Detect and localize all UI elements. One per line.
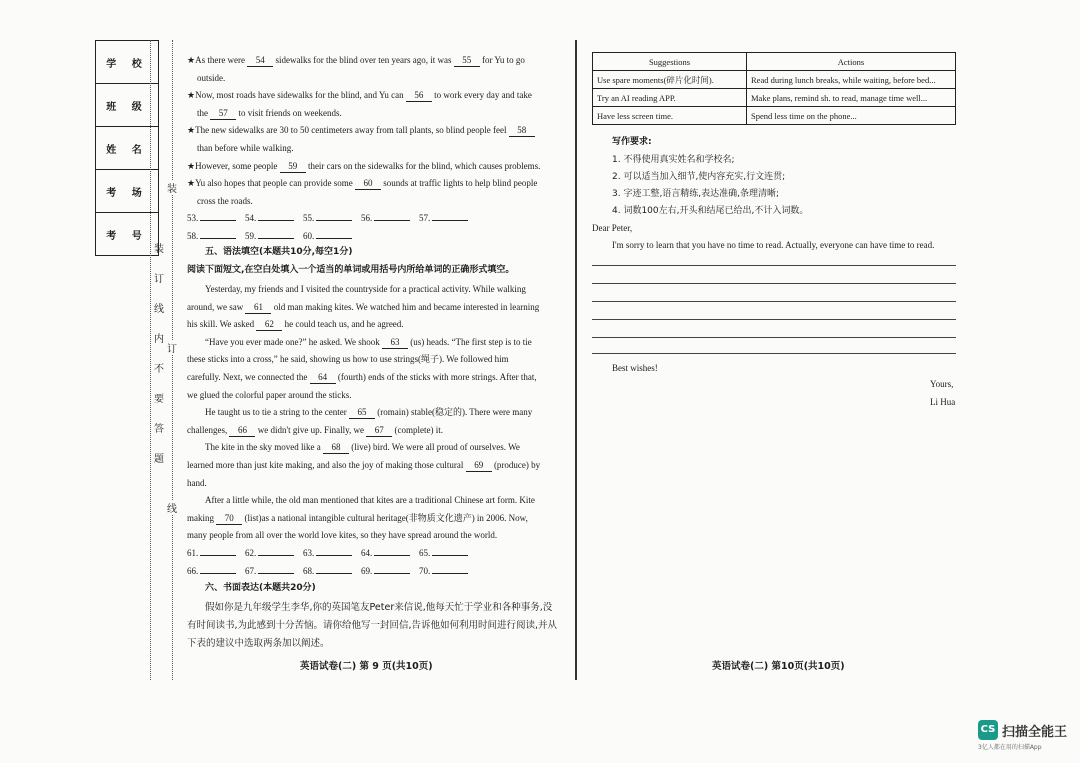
- suggestion-cell: Try an AI reading APP.: [593, 89, 747, 107]
- binding-char: 题: [154, 454, 164, 465]
- writing-line[interactable]: [592, 283, 956, 284]
- binding-char: 内: [154, 334, 164, 345]
- numbered-blank[interactable]: 66: [229, 424, 255, 437]
- text-line: [205, 283, 526, 295]
- writing-line[interactable]: [592, 301, 956, 302]
- answer-blank[interactable]: 57.: [419, 211, 477, 223]
- text-line: [187, 529, 497, 541]
- numbered-blank[interactable]: 63: [382, 336, 408, 349]
- line-text: challenges,: [187, 424, 230, 435]
- answer-blank[interactable]: 66.: [187, 564, 245, 576]
- text-line: [197, 195, 253, 207]
- binding-char: 要: [154, 394, 164, 405]
- text-line: [187, 177, 537, 190]
- line-text: The kite in the sky moved like a: [205, 442, 323, 453]
- camscanner-logo-icon: CS: [978, 720, 998, 740]
- answer-blank[interactable]: 59.: [245, 229, 303, 241]
- answer-blank[interactable]: 56.: [361, 211, 419, 223]
- numbered-blank[interactable]: 65: [349, 406, 375, 419]
- exam-number-field: 考 号: [96, 213, 159, 256]
- line-text: we glued the colorful paper around the sticks.: [187, 389, 352, 400]
- letter-opening: I'm sorry to learn that you have no time to read. Actually, everyone can have time to read.: [612, 240, 935, 250]
- page-10-footer: 英语试卷(二) 第10页(共10页): [712, 661, 845, 672]
- line-text: learned more than just kite making, and also the joy of making those cultural: [187, 460, 466, 470]
- line-text: sidewalks for the blind over ten years ago, it was: [273, 55, 454, 65]
- answer-blank[interactable]: 69.: [361, 564, 419, 576]
- suggestion-cell: Have less screen time.: [593, 107, 747, 125]
- line-text: their cars on the sidewalks for the blind, which causes problems.: [305, 160, 541, 171]
- numbered-blank[interactable]: 56: [406, 89, 432, 102]
- answer-blank[interactable]: 58.: [187, 229, 245, 241]
- text-line: [205, 441, 520, 454]
- answer-blank[interactable]: 63.: [303, 546, 361, 558]
- text-line: [187, 301, 539, 314]
- writing-line[interactable]: [592, 337, 956, 338]
- answer-blank[interactable]: 60.: [303, 229, 361, 241]
- answer-row-3: [187, 546, 477, 558]
- text-line: [187, 512, 528, 525]
- suggestions-header: Suggestions: [593, 53, 747, 71]
- line-text: ★Yu also hopes that people can provide some: [187, 178, 356, 189]
- requirement-item: 3. 字迹工整,语言精练,表达准确,条理清晰;: [612, 189, 780, 199]
- binding-char: 线: [154, 304, 164, 315]
- numbered-blank[interactable]: 59: [280, 160, 306, 173]
- numbered-blank[interactable]: 57: [210, 107, 236, 120]
- line-text: ★Now, most roads have sidewalks for the blind, and Yu can: [187, 90, 406, 101]
- actions-header: Actions: [747, 53, 956, 71]
- binding-mark: 装: [167, 180, 177, 195]
- text-line: [205, 406, 532, 419]
- line-text: (fourth) ends of the sticks with more strings. After that,: [335, 372, 537, 382]
- line-text: (complete) it.: [392, 424, 443, 435]
- line-text: (produce) by: [491, 460, 541, 470]
- scanner-watermark: [978, 720, 1067, 751]
- page-9-footer: 英语试卷(二) 第 9 页(共10页): [300, 661, 433, 672]
- line-text: many people from all over the world love kites, so they have spread around the world.: [187, 530, 498, 541]
- line-text: After a little while, the old man mentioned that kites are a traditional Chinese art form. Kite: [205, 495, 535, 506]
- binding-char: 装: [154, 244, 164, 255]
- answer-blank[interactable]: 54.: [245, 211, 303, 223]
- line-text: outside.: [197, 72, 226, 83]
- requirement-item: 1. 不得使用真实姓名和学校名;: [612, 155, 735, 165]
- text-line: [187, 459, 540, 472]
- line-text: “Have you ever made one?” he asked. We shook: [205, 336, 383, 347]
- line-text: (live) bird. We were all proud of ourselves. We: [348, 442, 520, 453]
- action-cell: Read during lunch breaks, while waiting, before bed...: [747, 71, 956, 89]
- answer-blank[interactable]: 67.: [245, 564, 303, 576]
- text-line: [187, 318, 404, 331]
- numbered-blank[interactable]: 68: [323, 441, 349, 454]
- line-text: for Yu to go: [479, 55, 525, 65]
- line-text: Yesterday, my friends and I visited the countryside for a practical activity. While walking: [205, 284, 526, 294]
- answer-blank[interactable]: 53.: [187, 211, 245, 223]
- writing-line[interactable]: [592, 353, 956, 354]
- line-text: cross the roads.: [197, 195, 253, 206]
- line-text: making: [187, 512, 217, 523]
- line-text: around, we saw: [187, 301, 246, 312]
- requirement-item: 4. 词数100左右,开头和结尾已给出,不计入词数。: [612, 206, 809, 216]
- writing-line[interactable]: [592, 265, 956, 266]
- numbered-blank[interactable]: 55: [454, 54, 480, 67]
- text-line: [187, 54, 525, 67]
- suggestion-cell: Use spare moments(碎片化时间).: [593, 71, 747, 89]
- binding-dotted-line: [150, 40, 151, 680]
- numbered-blank[interactable]: 67: [366, 424, 392, 437]
- answer-row-4: [187, 564, 477, 576]
- line-text: to work every day and take: [431, 90, 532, 101]
- binding-mark: 订: [167, 340, 177, 355]
- action-cell: Make plans, remind sh. to read, manage time well...: [747, 89, 956, 107]
- line-text: these sticks into a cross,” he said, showing us how to use strings(绳子). We followed him: [187, 354, 509, 365]
- text-line: [205, 336, 532, 349]
- binding-mark: 线: [167, 500, 177, 515]
- line-text: than before while walking.: [197, 143, 294, 153]
- letter-closing: Best wishes!: [612, 363, 658, 373]
- text-line: [187, 160, 540, 173]
- letter-sign-name: Li Hua: [930, 397, 956, 407]
- section6-text-line: 假如你是九年级学生李华,你的英国笔友Peter来信说,他每天忙于学业和各种事务,没: [205, 602, 553, 613]
- line-text: his skill. We asked: [187, 319, 257, 330]
- numbered-blank[interactable]: 70: [216, 512, 242, 525]
- answer-blank[interactable]: 55.: [303, 211, 361, 223]
- requirement-item: 2. 可以适当加入细节,使内容充实,行文连贯;: [612, 172, 786, 182]
- numbered-blank[interactable]: 60: [355, 177, 381, 190]
- letter-sign-yours: Yours,: [930, 379, 954, 389]
- text-line: [187, 89, 532, 102]
- answer-blank[interactable]: 70.: [419, 564, 477, 576]
- text-line: [205, 494, 535, 506]
- text-line: [197, 107, 342, 120]
- text-line: [197, 72, 225, 84]
- answer-blank[interactable]: 64.: [361, 546, 419, 558]
- text-line: [187, 477, 207, 489]
- text-line: [187, 353, 509, 365]
- section6-text-line: 下表的建议中选取两条加以阐述。: [187, 638, 330, 649]
- line-text: (romain) stable(稳定的). There were many: [374, 407, 533, 418]
- line-text: old man making kites. We watched him and became interested in learning: [271, 301, 540, 312]
- line-text: ★The new sidewalks are 30 to 50 centimeters away from tall plants, so blind people feel: [187, 125, 509, 136]
- line-text: he could teach us, and he agreed.: [282, 319, 404, 330]
- section6-text-line: 有时间读书,为此感到十分苦恼。请你给他写一封回信,告诉他如何利用时间进行阅读,并从: [187, 620, 558, 631]
- school-field: 学 校: [96, 41, 159, 84]
- binding-char: 订: [154, 274, 164, 285]
- writing-line[interactable]: [592, 319, 956, 320]
- binding-dotted-line-2: [172, 40, 173, 680]
- line-text: sounds at traffic lights to help blind people: [381, 178, 538, 189]
- line-text: ★As there were: [187, 55, 248, 65]
- section5-instructions: 阅读下面短文,在空白处填入一个适当的单词或用括号内所给单词的正确形式填空。: [187, 265, 515, 275]
- text-line: [197, 142, 293, 154]
- line-text: we didn't give up. Finally, we: [255, 424, 367, 435]
- answer-blank[interactable]: 65.: [419, 546, 477, 558]
- section6-title: 六、书面表达(本题共20分): [205, 583, 316, 593]
- text-line: [187, 424, 443, 437]
- exam-room-field: 考 场: [96, 170, 159, 213]
- binding-char: 答: [154, 424, 164, 435]
- watermark-tagline: 3亿人都在用的扫描App: [978, 744, 1042, 751]
- answer-row-1: [187, 211, 477, 223]
- text-line: [187, 371, 537, 384]
- text-line: [187, 389, 351, 401]
- line-text: to visit friends on weekends.: [236, 107, 342, 118]
- binding-char: 不: [154, 364, 164, 375]
- line-text: He taught us to tie a string to the center: [205, 407, 349, 418]
- name-field: 姓 名: [96, 127, 159, 170]
- text-line: [187, 124, 535, 137]
- answer-blank[interactable]: 62.: [245, 546, 303, 558]
- line-text: hand.: [187, 477, 207, 488]
- letter-salutation: Dear Peter,: [592, 223, 633, 233]
- line-text: ★However, some people: [187, 160, 280, 171]
- answer-blank[interactable]: 68.: [303, 564, 361, 576]
- numbered-blank[interactable]: 54: [247, 54, 273, 67]
- class-field: 班 级: [96, 84, 159, 127]
- numbered-blank[interactable]: 69: [466, 459, 492, 472]
- numbered-blank[interactable]: 64: [310, 371, 336, 384]
- answer-row-2: [187, 229, 361, 241]
- numbered-blank[interactable]: 61: [245, 301, 271, 314]
- suggestions-table: [592, 52, 956, 125]
- section5-title: 五、语法填空(本题共10分,每空1分): [205, 247, 353, 257]
- watermark-name: 扫描全能王: [1002, 724, 1068, 740]
- line-text: carefully. Next, we connected the: [187, 372, 310, 382]
- action-cell: Spend less time on the phone...: [747, 107, 956, 125]
- answer-blank[interactable]: 61.: [187, 546, 245, 558]
- line-text: (us) heads. “The first step is to tie: [408, 336, 532, 347]
- line-text: the: [197, 107, 211, 118]
- numbered-blank[interactable]: 62: [256, 318, 282, 331]
- numbered-blank[interactable]: 58: [509, 124, 535, 137]
- line-text: (list)as a national intangible cultural heritage(非物质文化遗产) in 2006. Now,: [242, 512, 528, 523]
- page-divider: [575, 40, 577, 680]
- requirements-title: 写作要求:: [612, 137, 652, 147]
